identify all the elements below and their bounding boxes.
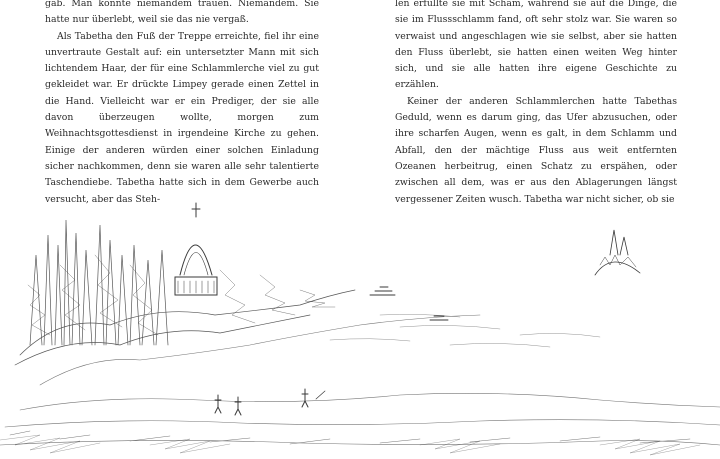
river-bank-sketch <box>0 315 720 445</box>
distant-tower-sketch <box>595 230 640 275</box>
pencil-sketch-cityscape-illustration <box>0 195 720 459</box>
figures-on-shore-sketch <box>215 389 325 415</box>
paragraph: gab. Man konnte niemandem trauen. Niemandem. Sie hatte nur überlebt, weil sie das nie vergaß. <box>45 0 319 26</box>
left-text-column <box>45 0 319 208</box>
paragraph: Als Tabetha den Fuß der Treppe erreichte, fiel ihr eine unvertraute Gestalt auf: ein untersetzter Mann mit sich lichtendem Haar, der für eine Schlammlerche viel zu gut gekleidet war. Er drückte Limpey gerade einen Zettel in die Hand. Vielleicht war er ein Prediger, der sie alle davon überzeugen wollte, morgen zum Weihnachtsgottesdienst in irgendeine Kirche zu gehen. Einige der anderen würden einer solchen Einladung sicher nachkommen, denn sie waren alle sehr talentierte Taschendiebe. Tabetha hatte sich in dem Gewerbe auch versucht, aber das Steh- <box>45 30 319 205</box>
cathedral-dome-sketch <box>175 203 217 295</box>
paragraph: Keiner der anderen Schlammlerchen hatte Tabethas Geduld, wenn es darum ging, das Ufer abzusuchen, oder ihre scharfen Augen, wenn es galt, in dem Schlamm und Abfall, den der mächtige Fluss aus weit entfernten Ozeanen herbeitrug, einen Schatz zu erspähen, oder zwischen all dem, was er aus den Ablagerungen längst vergessener Zeiten wusch. Tabetha war nicht sicher, ob sie <box>395 95 677 205</box>
water-ripples <box>330 314 600 347</box>
right-text-column <box>395 0 677 208</box>
city-skyline-sketch <box>15 220 355 365</box>
paragraph: len erfüllte sie mit Scham, während sie auf die Dinge, die sie im Flussschlamm fand, oft sehr stolz war. Sie waren so verwaist und angeschlagen wie sie selbst, aber sie hatten den Fluss überlebt, sie hatten einen weiten Weg hinter sich, und sie alle hatten ihre eigene Geschichte zu erzählen. <box>395 0 677 91</box>
